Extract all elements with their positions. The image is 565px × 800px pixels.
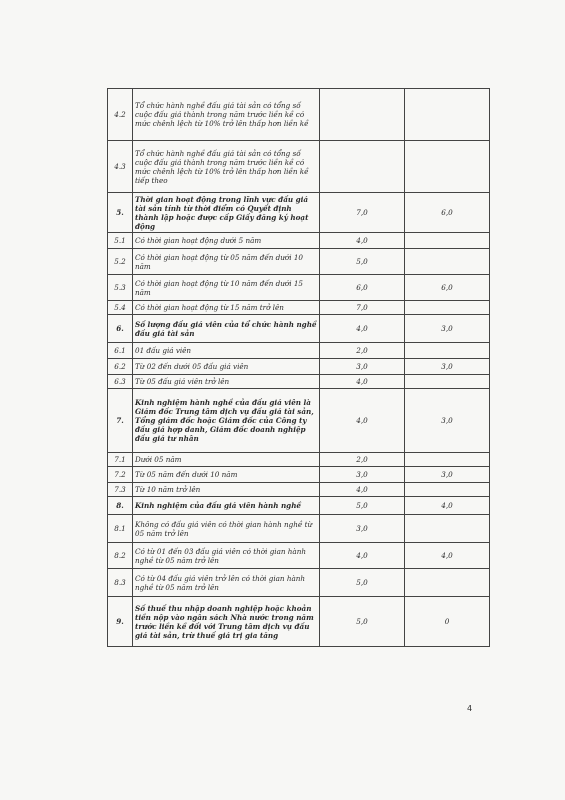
table-row (108, 89, 490, 141)
scoring-table-body (108, 89, 490, 647)
criterion-text: Tổ chức hành nghề đấu giá tài sản có tổng số cuộc đấu giá thành trong năm trước liền kề có mức chênh lệch từ 10% trở lên thấp hơn liền kề tiếp theo (133, 141, 320, 193)
awarded-score: 4,0 (405, 497, 490, 515)
max-score: 3,0 (320, 467, 405, 483)
awarded-score (405, 483, 490, 497)
table-row (108, 483, 490, 497)
row-number: 5.1 (108, 233, 133, 249)
criterion-text: Từ 02 đến dưới 05 đấu giá viên (133, 359, 320, 375)
row-number: 5.3 (108, 275, 133, 301)
table-row (108, 569, 490, 597)
max-score: 2,0 (320, 343, 405, 359)
criterion-text: Từ 05 đấu giá viên trở lên (133, 375, 320, 389)
criterion-text: Có thời gian hoạt động từ 10 năm đến dưới 15 năm (133, 275, 320, 301)
awarded-score (405, 515, 490, 543)
awarded-score (405, 453, 490, 467)
table-row (108, 343, 490, 359)
awarded-score: 0 (405, 597, 490, 647)
awarded-score (405, 233, 490, 249)
max-score: 4,0 (320, 543, 405, 569)
max-score: 3,0 (320, 515, 405, 543)
criterion-text: Có thời gian hoạt động từ 05 năm đến dưới 10 năm (133, 249, 320, 275)
table-row (108, 467, 490, 483)
awarded-score (405, 301, 490, 315)
table-row (108, 497, 490, 515)
awarded-score (405, 89, 490, 141)
row-number: 4.2 (108, 89, 133, 141)
max-score: 4,0 (320, 315, 405, 343)
awarded-score: 4,0 (405, 543, 490, 569)
max-score: 4,0 (320, 389, 405, 453)
criterion-text: Có từ 01 đến 03 đấu giá viên có thời gian hành nghề từ 05 năm trở lên (133, 543, 320, 569)
row-number: 6.3 (108, 375, 133, 389)
row-number: 9. (108, 597, 133, 647)
table-row (108, 515, 490, 543)
criterion-text: Từ 10 năm trở lên (133, 483, 320, 497)
row-number: 8. (108, 497, 133, 515)
max-score: 4,0 (320, 483, 405, 497)
awarded-score: 3,0 (405, 467, 490, 483)
criterion-text: 01 đấu giá viên (133, 343, 320, 359)
max-score: 7,0 (320, 301, 405, 315)
table-row (108, 193, 490, 233)
max-score (320, 89, 405, 141)
row-number: 8.1 (108, 515, 133, 543)
awarded-score (405, 249, 490, 275)
awarded-score: 3,0 (405, 389, 490, 453)
table-row (108, 453, 490, 467)
scoring-table (107, 88, 490, 647)
row-number: 7. (108, 389, 133, 453)
table-row (108, 389, 490, 453)
table-row (108, 543, 490, 569)
row-number: 5. (108, 193, 133, 233)
table-row (108, 375, 490, 389)
page-number: 4 (467, 704, 473, 713)
row-number: 5.4 (108, 301, 133, 315)
criterion-text: Có từ 04 đấu giá viên trở lên có thời gian hành nghề từ 05 năm trở lên (133, 569, 320, 597)
awarded-score: 3,0 (405, 315, 490, 343)
max-score: 7,0 (320, 193, 405, 233)
table-row (108, 249, 490, 275)
table-row (108, 233, 490, 249)
row-number: 6.2 (108, 359, 133, 375)
max-score: 3,0 (320, 359, 405, 375)
row-number: 8.3 (108, 569, 133, 597)
criterion-text: Kinh nghiệm hành nghề của đấu giá viên là Giám đốc Trung tâm dịch vụ đấu giá tài sản, Tổng giám đốc hoặc Giám đốc của Công ty đấu giá hợp danh, Giám đốc doanh nghiệp đấu giá tư nhân (133, 389, 320, 453)
awarded-score: 3,0 (405, 359, 490, 375)
awarded-score: 6,0 (405, 193, 490, 233)
row-number: 4.3 (108, 141, 133, 193)
row-number: 7.3 (108, 483, 133, 497)
max-score: 4,0 (320, 233, 405, 249)
table-row (108, 315, 490, 343)
row-number: 6.1 (108, 343, 133, 359)
criterion-text: Có thời gian hoạt động dưới 5 năm (133, 233, 320, 249)
criterion-text: Tổ chức hành nghề đấu giá tài sản có tổng số cuộc đấu giá thành trong năm trước liền kề có mức chênh lệch từ 10% trở lên thấp hơn liền kề (133, 89, 320, 141)
row-number: 6. (108, 315, 133, 343)
table-row (108, 597, 490, 647)
row-number: 8.2 (108, 543, 133, 569)
max-score: 5,0 (320, 597, 405, 647)
awarded-score: 6,0 (405, 275, 490, 301)
max-score: 5,0 (320, 569, 405, 597)
max-score: 6,0 (320, 275, 405, 301)
criterion-text: Thời gian hoạt động trong lĩnh vực đấu giá tài sản tính từ thời điểm có Quyết định thành lập hoặc được cấp Giấy đăng ký hoạt động (133, 193, 320, 233)
criterion-text: Có thời gian hoạt động từ 15 năm trở lên (133, 301, 320, 315)
row-number: 7.2 (108, 467, 133, 483)
row-number: 7.1 (108, 453, 133, 467)
criterion-text: Kinh nghiệm của đấu giá viên hành nghề (133, 497, 320, 515)
row-number: 5.2 (108, 249, 133, 275)
awarded-score (405, 343, 490, 359)
max-score: 4,0 (320, 375, 405, 389)
table-row (108, 141, 490, 193)
criterion-text: Số thuế thu nhập doanh nghiệp hoặc khoản tiền nộp vào ngân sách Nhà nước trong năm trước liền kề đối với Trung tâm dịch vụ đấu giá tài sản, trừ thuế giá trị gia tăng (133, 597, 320, 647)
max-score: 2,0 (320, 453, 405, 467)
max-score: 5,0 (320, 249, 405, 275)
criterion-text: Từ 05 năm đến dưới 10 năm (133, 467, 320, 483)
criterion-text: Không có đấu giá viên có thời gian hành nghề từ 05 năm trở lên (133, 515, 320, 543)
table-row (108, 359, 490, 375)
awarded-score (405, 141, 490, 193)
criterion-text: Dưới 05 năm (133, 453, 320, 467)
criterion-text: Số lượng đấu giá viên của tổ chức hành nghề đấu giá tài sản (133, 315, 320, 343)
max-score (320, 141, 405, 193)
table-row (108, 275, 490, 301)
awarded-score (405, 375, 490, 389)
awarded-score (405, 569, 490, 597)
table-row (108, 301, 490, 315)
max-score: 5,0 (320, 497, 405, 515)
